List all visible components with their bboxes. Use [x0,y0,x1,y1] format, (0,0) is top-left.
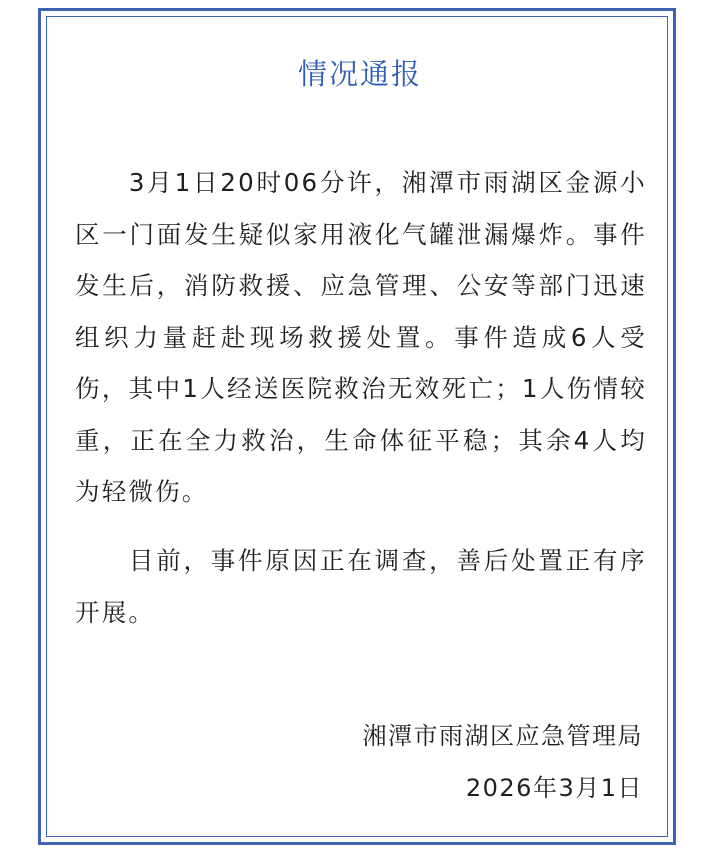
issuer-name: 湘潭市雨湖区应急管理局 [362,722,643,750]
notice-title: 情况通报 [297,57,422,91]
issue-date: 2026年3月1日 [465,774,643,802]
notice-paragraph-incident: 3月1日20时06分许，湘潭市雨湖区金源小区一门面发生疑似家用液化气罐泄漏爆炸。事件发生后，消防救援、应急管理、公安等部门迅速组织力量赶赴现场救援处置。事件造成6人受伤，其中1人经送医院救治无效死亡；1人伤情较重，正在全力救治，生命体征平稳；其余4人均为轻微伤。 [75,168,647,506]
notice-paragraph-status: 目前，事件原因正在调查，善后处置正有序开展。 [75,546,647,627]
